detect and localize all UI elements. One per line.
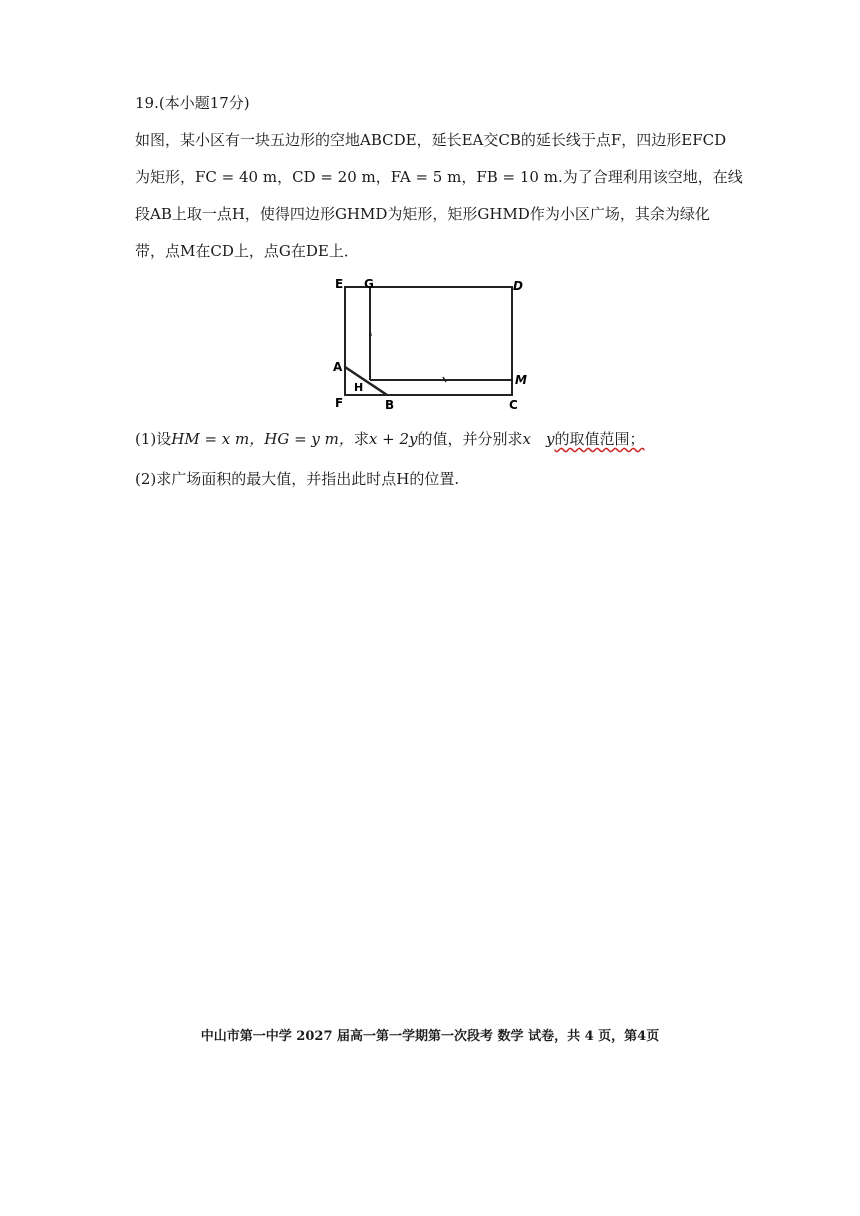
subquestion-1-prefix: (1)设: [135, 430, 172, 448]
label-g: G: [364, 277, 374, 291]
question-line-4: 带，点M在CD上，点G在DE上．: [135, 242, 359, 260]
label-c: C: [509, 398, 518, 412]
subquestion-1-end: 的取值范围；: [554, 430, 645, 448]
label-a: A: [333, 360, 343, 374]
label-e: E: [335, 277, 344, 291]
question-number: 19.: [135, 94, 159, 112]
question-line-1: 如图，某小区有一块五边形的空地ABCDE，延长EA交CB的延长线于点F，四边形EFCD: [135, 131, 727, 149]
subquestion-1-vars: x y: [522, 430, 555, 448]
subquestion-1-mid: 求: [353, 430, 369, 448]
page-footer: 中山市第一中学 2027 届高一第一学期第一次段考 数学 试卷，共 4 页，第4页: [200, 1029, 660, 1044]
subquestion-1: [135, 428, 644, 449]
label-f: F: [335, 396, 344, 410]
label-d: D: [513, 279, 523, 293]
label-b: B: [385, 398, 395, 412]
question-points: (本小题17分): [158, 94, 250, 112]
question-header: [135, 92, 250, 113]
subquestion-1-expr: x + 2y: [368, 430, 418, 448]
question-body: [135, 122, 743, 270]
question-line-2: 为矩形，FC = 40 m，CD = 20 m，FA = 5 m，FB = 10 m.为了合理利用该空地，在线: [135, 168, 743, 186]
tick-mark-gh: [370, 330, 371, 336]
label-h: H: [354, 381, 364, 394]
subquestion-1-rest: 的值，并分别求: [417, 430, 523, 448]
subquestion-1-math: HM = x m，HG = y m，: [171, 430, 354, 448]
label-m: M: [515, 373, 527, 387]
subquestion-2: (2)求广场面积的最大值，并指出此时点H的位置.: [135, 470, 460, 488]
geometry-figure: [325, 272, 535, 417]
question-line-3: 段AB上取一点H，使得四边形GHMD为矩形，矩形GHMD作为小区广场，其余为绿化: [135, 205, 710, 223]
